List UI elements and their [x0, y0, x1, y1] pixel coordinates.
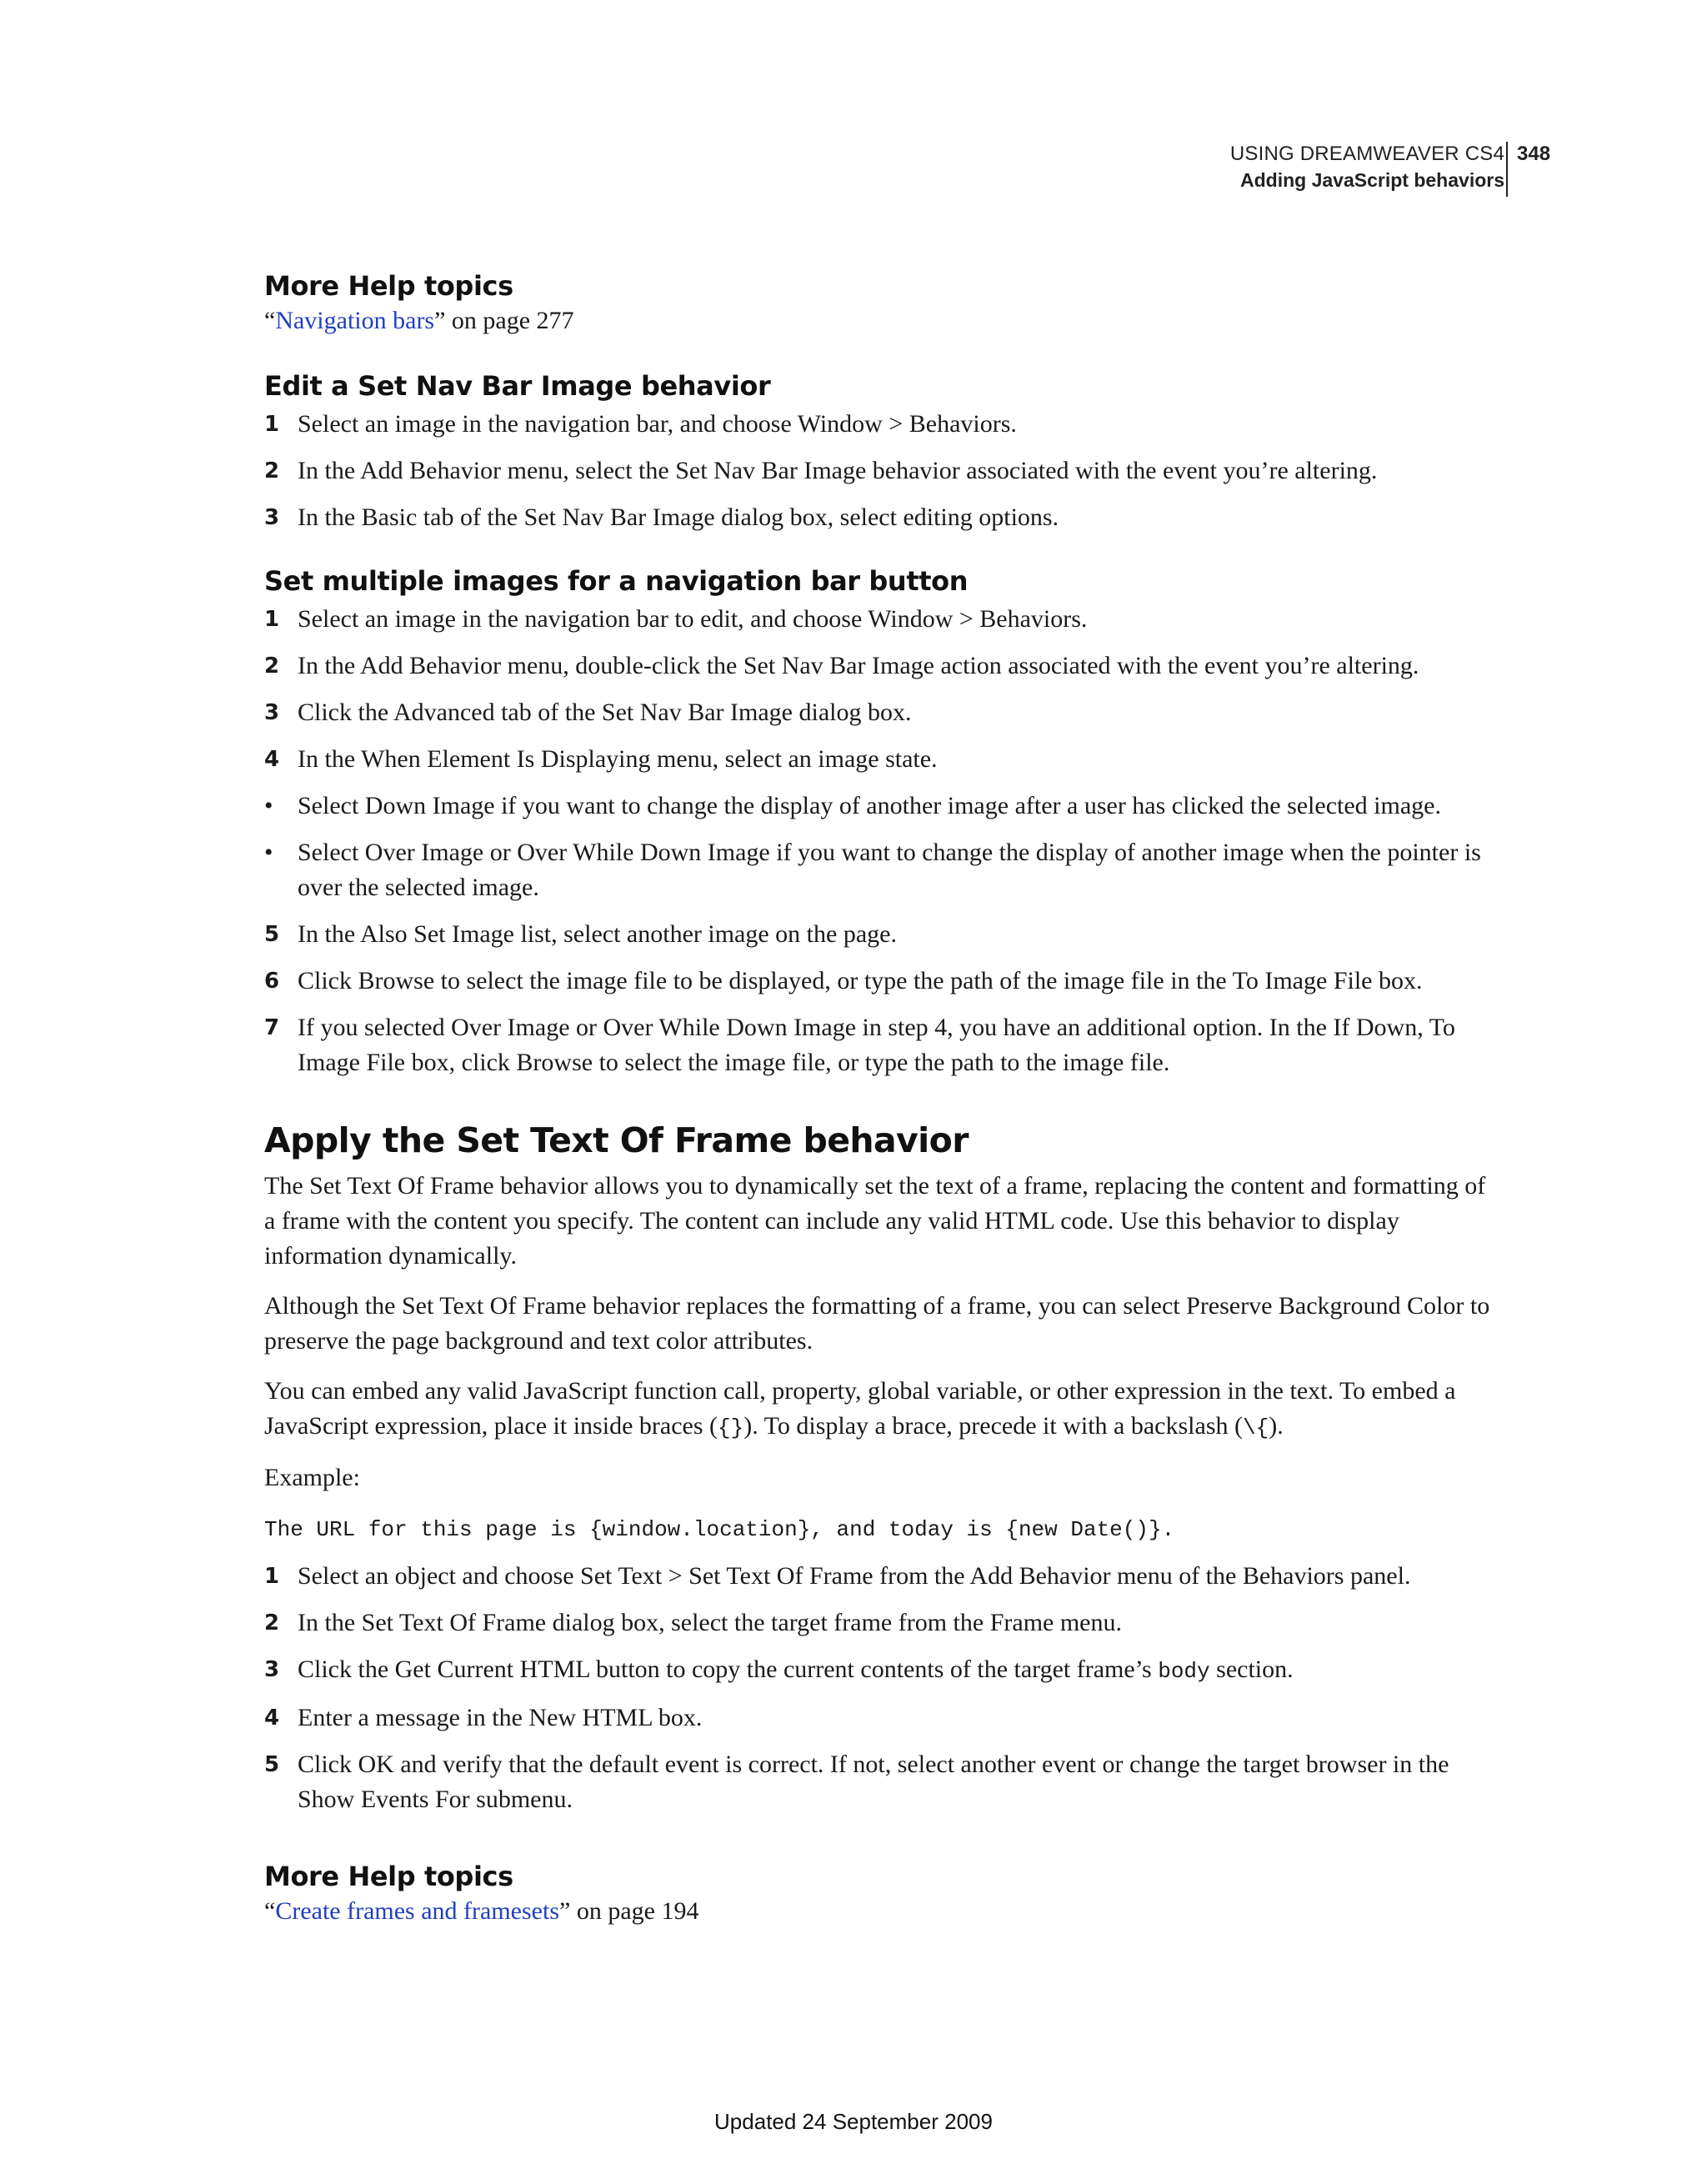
list-item — [264, 1652, 1498, 1689]
list-item — [264, 500, 1498, 535]
step-number: 4 — [264, 747, 280, 772]
step-text: In the When Element Is Displaying menu, select an image state. — [298, 745, 938, 773]
header-subtitle: Adding JavaScript behaviors — [1240, 169, 1504, 191]
page-number: 348 — [1517, 143, 1551, 165]
list-item — [264, 742, 1498, 777]
step-text: Click the Advanced tab of the Set Nav Bar Image dialog box. — [298, 699, 912, 726]
list-item — [264, 1010, 1498, 1080]
header-title: USING DREAMWEAVER CS4 — [1229, 143, 1504, 165]
link-page-ref: ” on page 194 — [559, 1897, 699, 1925]
more-help-heading: More Help topics — [264, 1861, 513, 1892]
step-text: In the Set Text Of Frame dialog box, select the target frame from the Frame menu. — [298, 1609, 1122, 1636]
step-text: In the Add Behavior menu, select the Set Nav Bar Image behavior associated with the event you’re altering. — [298, 457, 1378, 484]
bullet-item — [264, 835, 1498, 905]
step-text: Enter a message in the New HTML box. — [298, 1704, 703, 1731]
example-code: The URL for this page is {window.location}, and today is {new Date()}. — [264, 1517, 1175, 1542]
list-item — [264, 1605, 1498, 1641]
section-heading: Set multiple images for a navigation bar button — [264, 565, 969, 597]
header-text-block — [1230, 142, 1504, 193]
paragraph — [264, 1374, 1498, 1445]
step-number: 3 — [264, 505, 280, 530]
list-item — [264, 1701, 1498, 1736]
more-help-entry — [264, 303, 1498, 338]
step-text: In the Also Set Image list, select another image on the page. — [298, 920, 897, 948]
paragraph: Although the Set Text Of Frame behavior replaces the formatting of a frame, you can select Preserve Background Color to preserve the page background and text color attributes. — [264, 1292, 1490, 1355]
open-quote: “ — [264, 307, 276, 334]
step-number: 2 — [264, 458, 280, 483]
step-number: 1 — [264, 412, 280, 437]
step-number: 5 — [264, 1752, 280, 1777]
step-text: Select an image in the navigation bar, and choose Window > Behaviors. — [298, 410, 1017, 438]
step-number: 6 — [264, 969, 280, 994]
step-number: 2 — [264, 1610, 280, 1635]
step-text: In the Basic tab of the Set Nav Bar Image dialog box, select editing options. — [298, 503, 1059, 531]
step-text — [298, 1652, 1498, 1689]
list-item — [264, 453, 1498, 488]
step-number: 2 — [264, 654, 280, 679]
edit-nav-bar-section — [264, 368, 1498, 535]
more-help-heading: More Help topics — [264, 270, 513, 302]
step-text: Click Browse to select the image file to be displayed, or type the path of the image file in the To Image File box. — [298, 967, 1423, 994]
section-title: Apply the Set Text Of Frame behavior — [264, 1120, 969, 1160]
step-text: Select an object and choose Set Text > Set Text Of Frame from the Add Behavior menu of the Behaviors panel. — [298, 1562, 1411, 1590]
bullet-item — [264, 789, 1498, 824]
step-text: If you selected Over Image or Over While Down Image in step 4, you have an additional option. In the If Down, To Image File box, click Browse to select the image file, or type the path to the image file. — [298, 1014, 1455, 1076]
step-number: 3 — [264, 1657, 280, 1682]
list-item — [264, 649, 1498, 684]
inline-code: body — [1158, 1659, 1210, 1684]
paragraph-text: ). To display a brace, precede it with a backslash ( — [743, 1412, 1243, 1440]
list-item — [264, 602, 1498, 637]
paragraph: The Set Text Of Frame behavior allows you to dynamically set the text of a frame, replacing the content and formatting of a frame with the content you specify. The content can include any valid HTML code. Use this behavior to display information dynamically. — [264, 1172, 1486, 1270]
step-text-part: section. — [1209, 1656, 1294, 1683]
bullet-marker: • — [264, 839, 273, 866]
bullet-text: Select Down Image if you want to change the display of another image after a user has clicked the selected image. — [298, 792, 1441, 819]
step-text: In the Add Behavior menu, double-click the Set Nav Bar Image action associated with the event you’re altering. — [298, 652, 1419, 679]
paragraph-text: ). — [1269, 1412, 1284, 1440]
list-item — [264, 407, 1498, 442]
step-text-part: Click the Get Current HTML button to copy the current contents of the target frame’s — [298, 1656, 1159, 1683]
main-content — [264, 268, 1498, 1929]
multiple-images-section — [264, 564, 1498, 1080]
example-code-line — [264, 1510, 1498, 1547]
inline-code: \{ — [1243, 1415, 1269, 1440]
list-item — [264, 917, 1498, 952]
link-page-ref: ” on page 277 — [434, 307, 574, 334]
more-help-section-2 — [264, 1859, 1498, 1929]
header-divider — [1506, 142, 1508, 197]
steps-list — [264, 407, 1498, 535]
step-text: Select an image in the navigation bar to edit, and choose Window > Behaviors. — [298, 605, 1088, 633]
paragraph-text: You can embed any valid JavaScript function call, property, global variable, or other expression in the text. To embed a JavaScript expression, place it inside braces ( — [264, 1377, 1456, 1440]
step-number: 4 — [264, 1706, 280, 1731]
page-footer: Updated 24 September 2009 — [714, 2109, 993, 2134]
link-navigation-bars[interactable]: Navigation bars — [275, 307, 435, 334]
bullet-text: Select Over Image or Over While Down Image if you want to change the display of another image when the pointer is over the selected image. — [298, 839, 1481, 901]
list-item — [264, 1559, 1498, 1594]
step-text: Click OK and verify that the default event is correct. If not, select another event or change the target browser in the Show Events For submenu. — [298, 1751, 1449, 1813]
step-number: 1 — [264, 607, 280, 632]
step-number: 3 — [264, 700, 280, 725]
set-text-of-frame-section — [264, 1119, 1498, 1817]
open-quote: “ — [264, 1897, 276, 1925]
example-label: Example: — [264, 1464, 360, 1491]
list-item — [264, 1747, 1498, 1817]
section-heading: Edit a Set Nav Bar Image behavior — [264, 370, 771, 402]
steps-list — [264, 602, 1498, 1080]
bullet-marker: • — [264, 792, 273, 819]
inline-code: {} — [717, 1415, 744, 1440]
step-number: 5 — [264, 922, 280, 947]
link-create-frames[interactable]: Create frames and framesets — [275, 1897, 559, 1925]
list-item — [264, 695, 1498, 730]
more-help-section-1 — [264, 268, 1498, 338]
steps-list — [264, 1559, 1498, 1817]
list-item — [264, 964, 1498, 999]
more-help-entry — [264, 1894, 1498, 1929]
step-number: 1 — [264, 1564, 280, 1589]
step-number: 7 — [264, 1015, 280, 1040]
